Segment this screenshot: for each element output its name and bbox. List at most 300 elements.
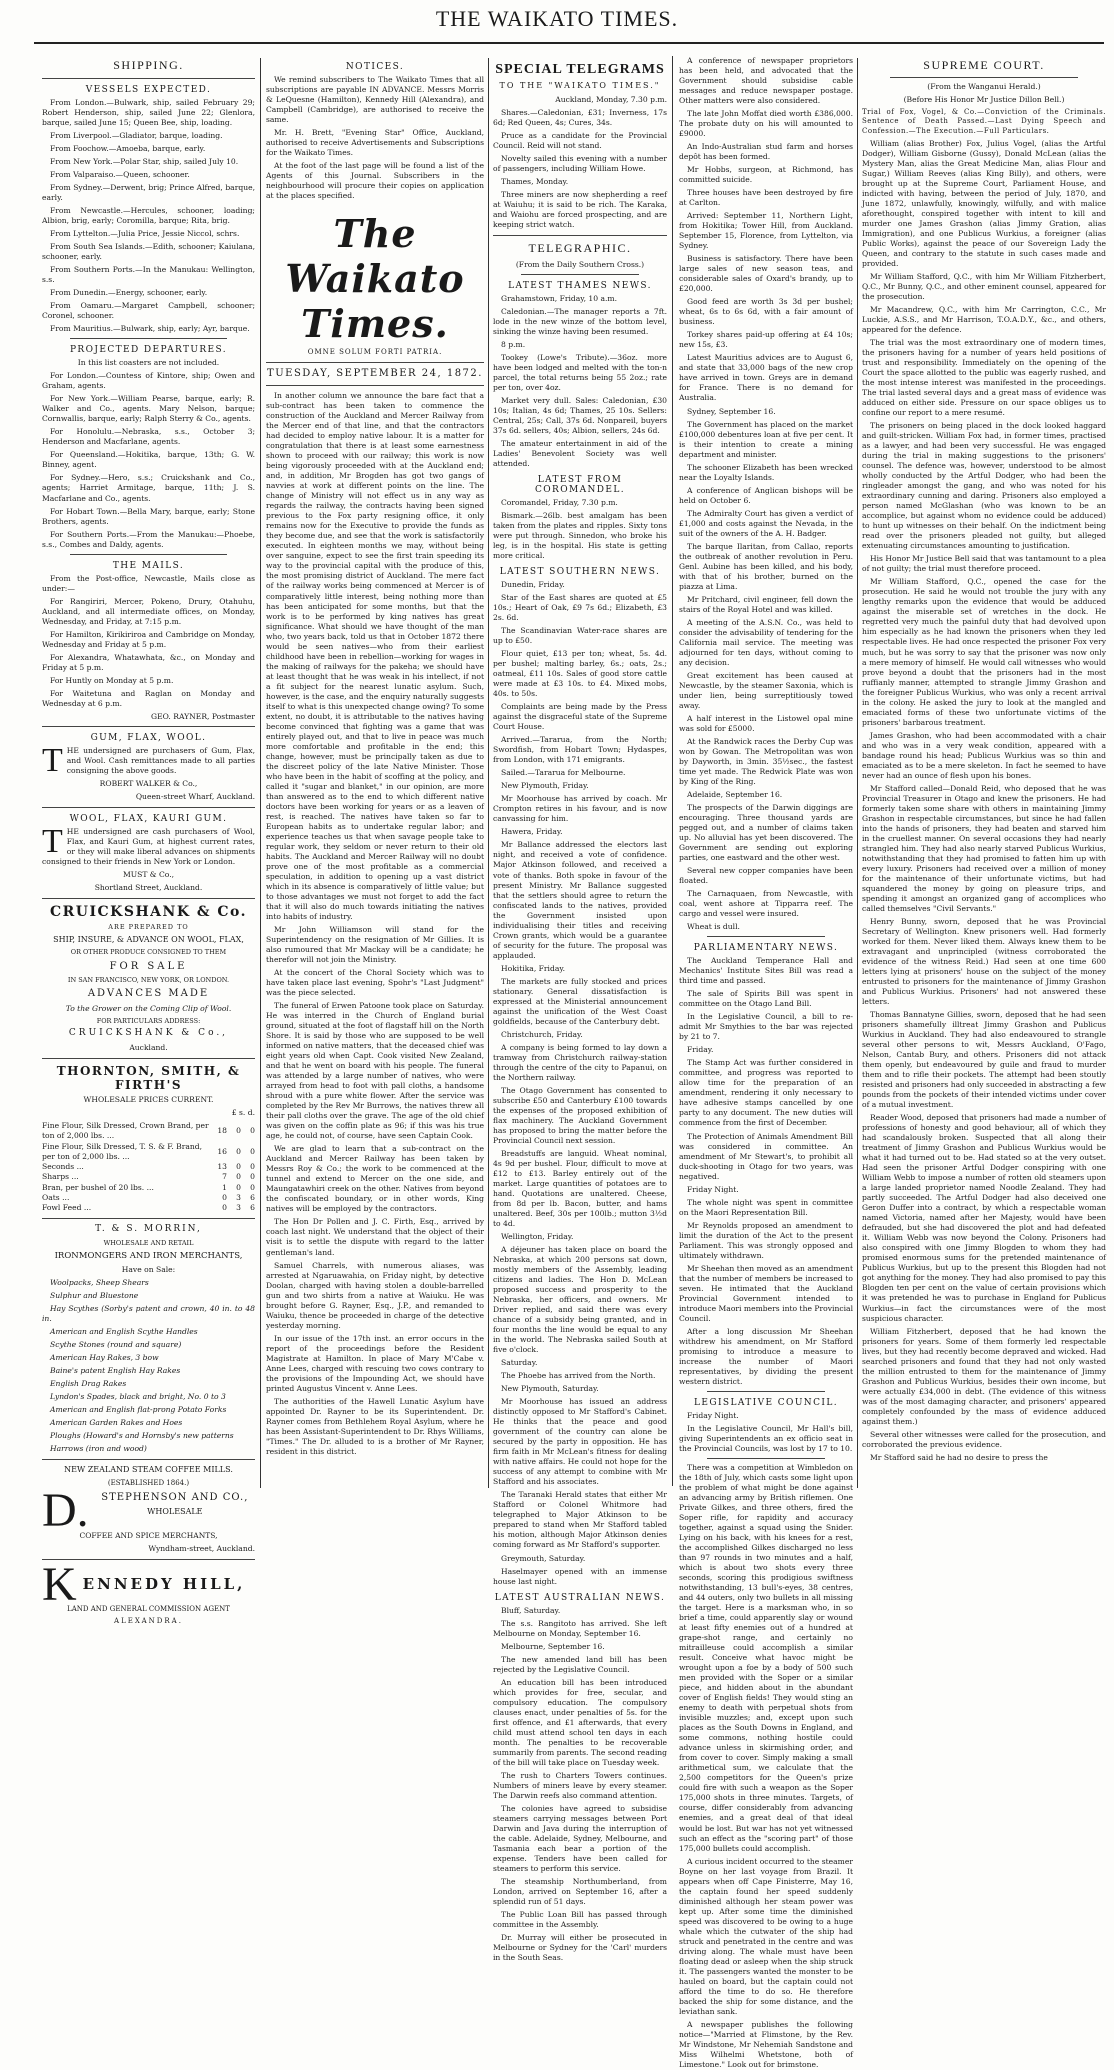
- price-row: [42, 1193, 255, 1203]
- thames-list: [493, 294, 667, 469]
- paragraph: The s.s. Rangitoto has arrived. She left Melbourne on Monday, September 16.: [493, 1618, 667, 1638]
- ad-line: FOR SALE: [109, 960, 188, 972]
- paragraph: For Huntly on Monday at 5 p.m.: [50, 675, 174, 685]
- ad-morrin: [42, 1224, 255, 1454]
- paragraph: Hay Scythes (Sorby's patent and crown, 40 in. to 48 in.: [42, 1304, 255, 1324]
- legislative-list: [679, 1411, 853, 1454]
- drop-cap: T: [42, 741, 63, 779]
- paragraph: From Lyttelton.—Julia Price, Jessie Niccol, schrs.: [50, 229, 240, 239]
- ad-line: FOR PARTICULARS ADDRESS:: [96, 1016, 201, 1025]
- paragraph: New Plymouth, Friday.: [501, 781, 589, 791]
- price-value: 7: [222, 1172, 227, 1182]
- paragraph: Novelty sailed this evening with a number of passengers, including William Howe.: [493, 153, 667, 173]
- ad-line: ADVANCES MADE: [87, 988, 210, 1000]
- coromandel-heading: LATEST FROM COROMANDEL.: [534, 475, 626, 495]
- paragraph: Harrows (iron and wood): [50, 1444, 147, 1454]
- rule: [42, 898, 255, 899]
- supreme-court-source: (From the Wanganui Herald.): [927, 82, 1041, 91]
- parliamentary-list: [679, 956, 853, 1387]
- ad-address: Queen-street Wharf, Auckland.: [135, 791, 255, 801]
- paragraph: An education bill has been introduced which provides for free, secular, and compulsory education. The compulsory clauses enact, under penalties of 5s. for the first offence, and £1 afterwards, that every child must attend school ten days in each month. The penalties to be recoverable summarily from parents. The second reading of the bill will take place on Tuesday week.: [493, 1677, 667, 1767]
- rule: [707, 1458, 825, 1459]
- ad-line: (ESTABLISHED 1864.): [107, 1478, 190, 1487]
- price-row: [42, 1172, 255, 1182]
- editorial-list: [266, 391, 484, 1457]
- rule: [521, 274, 639, 275]
- ad-thornton-sub: WHOLESALE PRICES CURRENT.: [83, 1095, 214, 1105]
- price-value: 0: [250, 1126, 255, 1136]
- paragraph: Friday Night.: [687, 1410, 739, 1420]
- ad-line: SHIP, INSURE, & ADVANCE ON WOOL, FLAX,: [53, 934, 244, 944]
- paragraph: His Honor Mr Justice Bell said that was tantamount to a plea of not guilty; the trial must therefore proceed.: [862, 554, 1106, 574]
- ad-signature: ROBERT WALKER & Co.,: [99, 778, 198, 788]
- paragraph: Market very dull. Sales: Caledonian, £30 10s; Italian, 4s 6d; Thames, 25 10s. Sellers: Central, 25s; Call, 37s 6d. Nonpareil, buyers 37s 6d. sellers, 40s; Albion, sellers, 24s 6d.: [493, 395, 667, 435]
- paragraph: Latest Mauritius advices are to August 6, and state that 33,000 bags of the new crop have arrived in town. Greys are in demand for France. There is no demand for Australia.: [679, 353, 853, 403]
- paragraph: From Mauritius.—Bulwark, ship, early; Ayr, barque.: [50, 324, 250, 334]
- paragraph: The authorities of the Hawell Lunatic Asylum have appointed Dr. Rayner to be its Superintendent. Dr. Rayner comes from Bethlehem Royal Asylum, where he has been Assistant-Superintendent to Dr. Rhys Williams, "Times." The Dr. alluded to is a brother of Mr Rayner, resident in this district.: [266, 1396, 484, 1456]
- paragraph: In another column we announce the bare fact that a sub-contract has been taken to commence the construction of the Auckland and Mercer Railway from the Mercer end of that line, and that the contractors had decided to employ native labour. It is a matter for congratulation that there is at least some earnestness shown to proceed with our railway; this work is now being vigorously proceeded with at the Auckland end; and, in addition, Mr Brogden has got two gangs of navvies at work at different points on the line. The change of Ministry will not effect us in any way as regards the railway, the contracts having been signed previous to the Fox party resigning office, it only remains now for the Executive to provide the funds as they become due, and see that the work is satisfactorily executed. In eighteen months we may, without being over sanguine, expect to see the first train speeding its way to the provincial capital with the produce of this, the most promising district of Auckland. The mere fact of the railway works being commenced at Mercer is of comparatively little interest, being nothing more than has been anticipated for some months, but that the work is to be performed by king natives has great significance. What should we have thought of the man who, two years back, told us that in October 1872 there would be seen natives—who from their earliest childhood have been in rebellion—working for wages in the making of railways for the pakeha; we should have at least thought that he was weak in his intellect, if not a fit subject for the nearest lunatic asylum. Such, however, is the case, and the enquiry naturally suggests itself to what is this unexpected change owing? To some extent, no doubt, it is attributable to the natives having become convinced that fighting was a game that was entirely played out, and that to live in peace was much more comfortable and profitable in the end; this change, however, must be principally taken as due to the discreet policy of the late Native Minister. Those who have been in the habit of scoffing at the policy, and called it "sugar and blanket," in our opinion, are more than answered as to the end to which different native doctors have been working for years or as a leaven of rest, is reached. The natives have taken so far to European habits as to undertake regular labor; and experience teaches us that when savage people take to regular work, they seldom or never return to their old habits. The Auckland and Mercer Railway will no doubt prove one of the most profitable as a commercial speculation, in addition to opening up a vast district which in its absence is comparatively of little value; but to those advantages we must not forget to add the fact that it will also do much towards initiating the natives into habits of industry.: [266, 391, 484, 921]
- paragraph: American Garden Rakes and Hoes: [50, 1418, 183, 1428]
- departures-list: [42, 371, 255, 549]
- rule: [707, 936, 825, 937]
- paragraph: From Liverpool.—Gladiator, barque, loading.: [50, 131, 223, 141]
- price-value: 1: [222, 1182, 227, 1192]
- column-editorial: [266, 56, 484, 1492]
- rule: [266, 362, 484, 363]
- paragraph: Flour quiet, £13 per ton; wheat, 5s. 4d. per bushel; malting barley, 6s.; oats, 2s.; oatmeal, £11 10s. Sales of good store cattle were made at £3 10s. to £4. Mixed mobs, 40s. to 50s.: [493, 649, 667, 699]
- paragraph: Shares.—Caledonian, £31; Inverness, 17s 6d; Red Queen, 4s; Cures, 34s.: [493, 107, 667, 127]
- masthead: [0, 0, 1114, 64]
- price-value: 3: [236, 1192, 241, 1202]
- price-item: Fine Flour, Silk Dressed, T. S. & F. Brand, per ton of 2,000 lbs. ...: [42, 1141, 203, 1161]
- paragraph: At the foot of the last page will be found a list of the Agents of this Journal. Subscribers in the neighbourhood will procure their copies on application at the places specified.: [266, 161, 484, 201]
- paragraph: For Hamilton, Kirikiriroa and Cambridge on Monday, Wednesday and Friday at 5 p.m.: [42, 629, 255, 649]
- paragraph: Sailed.—Tararua for Melbourne.: [501, 768, 626, 778]
- supreme-court-body: [862, 139, 1106, 1463]
- price-value: 0: [236, 1162, 241, 1172]
- paragraph: A newspaper publishes the following notice—"Married at Flimstone, by the Rev. Mr Windstone, Mr Nehemiah Sandstone and Miss Wilhelmi Whetstone, both of Limestone." Look out for brimstone.: [679, 2019, 853, 2069]
- paragraph: The Public Loan Bill has passed through committee in the Assembly.: [493, 1909, 667, 1929]
- paragraph: From the Post-office, Newcastle, Mails close as under:—: [42, 573, 255, 593]
- ad-gum-flax-wool-heading: GUM, FLAX, WOOL.: [90, 732, 207, 743]
- paragraph: Three houses have been destroyed by fire at Carlton.: [679, 188, 853, 208]
- paragraph: William (alias Brother) Fox, Julius Vogel, (alias the Artful Dodger), William Gisborne (Gussy), Donald McLean (alias the Mystery Man, alias the Great Medicine Man, alias Flour and Sugar,) William Reeves (alias King Billy), and others, were brought up at the Supreme Court, Parliament House, and indicted with having, between the period of July, 1870, and June 1872, unlawfully, knowingly, wilfully, and with malice aforethought, conspired together with intent to kill and murder one James Grashon (alias Jimmy Gration, alias Immigration), and one Publicus Wurkius, a foreigner (alias Public Works), against the peace of our Sovereign Lady the Queen, and contrary to the statute in such cases made and provided.: [862, 138, 1106, 268]
- column-divider: [260, 58, 261, 1488]
- price-value: 6: [250, 1192, 255, 1202]
- column-divider: [857, 58, 858, 1488]
- price-value: 0: [250, 1162, 255, 1172]
- price-value: 0: [236, 1146, 241, 1156]
- ad-line: ARE PREPARED TO: [108, 922, 189, 931]
- paragraph: Pruce as a candidate for the Provincial Council. Reid will not stand.: [493, 130, 667, 150]
- telegraphic-source: (From the Daily Southern Cross.): [515, 259, 645, 269]
- paragraph: For New York.—William Pearse, barque, early; R. Walker and Co., agents. Mary Nelson, barque; Cornwallis, barque, early; Ralph Sterry & Co., agents.: [42, 394, 255, 424]
- price-row: [42, 1142, 255, 1163]
- price-value: 13: [217, 1162, 227, 1172]
- paragraph: From Sydney.—Derwent, brig; Prince Alfred, barque, early.: [42, 183, 255, 203]
- paragraph: From Dunedin.—Energy, schooner, early.: [50, 288, 208, 298]
- paragraph: From Oamaru.—Margaret Campbell, schooner; Coronel, schooner.: [42, 301, 255, 321]
- paragraph: The Phoebe has arrived from the North.: [501, 1371, 656, 1381]
- legislative-heading: LEGISLATIVE COUNCIL.: [694, 1397, 838, 1408]
- paragraph: The Otago Government has consented to subscribe £50 and Canterbury £100 towards the expenses of the proposed exhibition of flax machinery. The Auckland Government has proposed to bring the matter before the Provincial Council next session.: [493, 1085, 667, 1145]
- paragraph: Three miners are now shepherding a reef at Waiuhu; it is said to be rich. The Karaka, and Waiohu are forced prospecting, and are keeping strict watch.: [493, 189, 667, 229]
- paragraph: The prospects of the Darwin diggings are encouraging. Three thousand yards are pegged out, and a number of claims taken up. No alluvial has yet been discovered. The Government are sending out exploring parties, one eastward and the other west.: [679, 803, 853, 863]
- paragraph: After a long discussion Mr Sheehan withdrew his amendment, on Mr Stafford promising to introduce a measure to increase the number of Maori representatives, by dividing the present western district.: [679, 1326, 853, 1386]
- paragraph: A meeting of the A.S.N. Co., was held to consider the advisability of tendering for the California mail service. The meeting was adjourned for ten days, without coming to any decision.: [679, 617, 853, 667]
- paragraph: Greymouth, Saturday.: [501, 1553, 586, 1563]
- southern-list: [493, 580, 667, 1586]
- thames-heading: LATEST THAMES NEWS.: [508, 280, 652, 291]
- rule: [70, 338, 227, 339]
- coromandel-list: [493, 498, 667, 561]
- newspaper-nameplate: The Waikato Times.: [285, 211, 465, 347]
- paragraph: The Admiralty Court has given a verdict of £1,000 and costs against the Nevada, in the suit of the owners of the A. H. Badger.: [679, 508, 853, 538]
- special-list: [493, 108, 667, 230]
- rule: [70, 554, 227, 555]
- paragraph: The barque Ilaritan, from Callao, reports the outbreak of another revolution in Peru. Genl. Aubine has been killed, and his body, with that of his brother, burned on the piazza at Lima.: [679, 541, 853, 591]
- paragraph: Business is satisfactory. There have been large sales of new season teas, and considerable sales of Oxard's brandy, up to £20,000.: [679, 254, 853, 294]
- paragraph: At the concert of the Choral Society which was to have taken place last evening, Spohr's "Last Judgment" was the piece selected.: [266, 968, 484, 998]
- paragraph: Thomas Bannatyne Gillies, sworn, deposed that he had seen prisoners shamefully illtreat Jimmy Grashon and Publicus Wurkius in Auckland. They had also endeavoured to strangle several other persons to wit, Messrs Auckland, O'Fago, Nelson, Cantab Bury, and others. Prisoners did not attack them openly, but endeavoured by guile and fraud to murder them and to rifle their pockets. The attempt had been stoutly resisted and prisoners had only succeeded in abstracting a few pounds from the pockets of their intended victims under cover of a mutual investment.: [862, 1010, 1106, 1110]
- ad-line: LAND AND GENERAL COMMISSION AGENT: [67, 1604, 230, 1613]
- paragraph: From Valparaiso.—Queen, schooner.: [50, 170, 190, 180]
- paragraph: The rush to Charters Towers continues. Numbers of miners leave by every steamer. The Darwin reefs also command attention.: [493, 1770, 667, 1800]
- paragraph: Adelaide, September 16.: [687, 790, 783, 800]
- paragraph: Torkey shares paid-up offering at £4 10s; new 15s, £3.: [679, 330, 853, 350]
- ad-line: STEPHENSON AND CO.,: [101, 1492, 249, 1504]
- paragraph: For Alexandra, Whatawhata, &c., on Monday and Friday at 5 p.m.: [42, 652, 255, 672]
- price-item: Seconds ...: [42, 1162, 84, 1172]
- price-value: 0: [250, 1146, 255, 1156]
- paragraph: Bismark.—26lb. best amalgam has been taken from the plates and ripples. Sixty tons were put through. Sinnedon, who broke his leg, is in the hospital. His state is getting more critical.: [493, 511, 667, 561]
- rule: [890, 77, 1078, 78]
- paragraph: Mr Pritchard, civil engineer, fell down the stairs of the Royal Hotel and was killed.: [679, 594, 853, 614]
- subheading-vessels-expected: VESSELS EXPECTED.: [85, 85, 212, 95]
- paragraph: Bluff, Saturday.: [501, 1605, 561, 1615]
- paragraph: For Waitetuna and Raglan on Monday and Wednesday at 6 p.m.: [42, 688, 255, 708]
- paragraph: Ploughs (Howard's and Hornsby's new patterns: [50, 1431, 234, 1441]
- special-telegrams-sub: TO THE "WAIKATO TIMES.": [499, 81, 661, 90]
- ad-line: OR OTHER PRODUCE CONSIGNED TO THEM: [70, 948, 227, 957]
- rule: [266, 385, 484, 386]
- paragraph: Mr Sheehan then moved as an amendment that the number of members be increased to seven. He intimated that the Auckland Provincial Government intended to introduce Maori members into the Provincial Council.: [679, 1263, 853, 1323]
- morrin-items: [42, 1278, 255, 1454]
- column-shipping: [42, 56, 255, 1626]
- continued-list: [679, 56, 853, 932]
- column-telegrams: [493, 56, 853, 2069]
- notices-heading: NOTICES.: [345, 62, 405, 72]
- paragraph: The Hon Dr Pollen and J. C. Firth, Esq., arrived by coach last night. We understand that the object of their visit is to settle the dispute with regard to the latter gentleman's land.: [266, 1217, 484, 1257]
- paragraph: Baine's patent English Hay Rakes: [50, 1366, 181, 1376]
- paragraph: Thames, Monday.: [501, 176, 569, 186]
- price-value: 0: [250, 1182, 255, 1192]
- paragraph: 8 p.m.: [501, 339, 526, 349]
- ad-morrin-name: T. & S. MORRIN,: [95, 1224, 202, 1235]
- paragraph: The Carnaquaen, from Newcastle, with coal, went ashore at Tipparra reef. The cargo and vessel were insured.: [679, 889, 853, 919]
- ad-line: ALEXANDRA.: [114, 1617, 183, 1626]
- paragraph: For Queensland.—Hokitika, barque, 13th; G. W. Binney, agent.: [42, 450, 255, 470]
- paragraph: From South Sea Islands.—Edith, schooner; Kaiulana, schooner, early.: [42, 242, 255, 262]
- paragraph: The amateur entertainment in aid of the Ladies' Benevolent Society was well attended.: [493, 438, 667, 468]
- price-columns: £ s. d.: [231, 1108, 255, 1118]
- paragraph: A conference of Anglican bishops will be held on October 6.: [679, 485, 853, 505]
- special-date: Auckland, Monday, 7.30 p.m.: [555, 94, 667, 104]
- paragraph: A conference of newspaper proprietors has been held, and advocated that the Government should subsidise cable messages and reduce newspaper postage. Other matters were also considered.: [679, 56, 853, 106]
- ad-line: ENNEDY HILL,: [82, 1574, 246, 1593]
- paragraph: William Fitzherbert, deposed that he had known the prisoners for years. Some of them formerly led respectable lives, but they had recently become depraved and wicked. Had searched prisoners and found that they had not only wasted the million entrusted to them for the maintenance of Jimmy Grashon and Publicus Wurkius, besides their own income, but were actually £34,000 in debt. (The evidence of this witness was of the most damaging character, and prisoners' appeared completely confounded by the mass of evidence adduced against them.): [862, 1326, 1106, 1426]
- ad-line: Auckland.: [129, 1043, 168, 1053]
- paragraph: Haselmayer opened with an immense house last night.: [493, 1566, 667, 1586]
- wimbledon-list: [679, 1463, 853, 2070]
- ad-gum-flax-wool: [42, 741, 255, 802]
- supreme-court-heading: SUPREME COURT.: [923, 58, 1045, 72]
- rule: [42, 1459, 255, 1460]
- newspaper-title: THE WAIKATO TIMES.: [435, 6, 679, 31]
- column-divider: [672, 56, 673, 1486]
- paragraph: New Plymouth, Saturday.: [501, 1384, 599, 1394]
- paragraph: Reader Wood, deposed that prisoners had made a number of professions of honesty and good behaviour, all of which they had scandalously broken. Suspected that all along their treatment of Jimmy Grashon and Publicus Wurkius would be what it had turned out to be. Had stated so at the very outset. Had seen the prisoner Artful Dodger conspiring with one William Webb to impose a number of rotten old steamers upon a large landed proprietor named Noodle Zealand. They had partly succeeded. The Artful Dodger had also deceived one Geron Duffer into a contract, by which a respectable woman named Victoria, named after her Majesty, would have been defrauded, but she had discovered the plot and had defeated it. William Webb was now beyond the Colony. Prisoners had also conspired with one Jimmy Blogden to whom they had promised enormous sums for the pretended maintenance of Publicus Wurkius, but up to the present this Blogden had not got anything for the money. They had also promised to pay this Blogden ten per cent on the value of certain provisions which it was pretended he was to purchase in England for Publicus Wurkius—in fact the circumstances were of the most suspicious character.: [862, 1113, 1106, 1323]
- paragraph: Hokitika, Friday.: [501, 963, 566, 973]
- paragraph: Several new copper companies have been floated.: [679, 866, 853, 886]
- paragraph: For Honolulu.—Nebraska, s.s., October 3; Henderson and Macfarlane, agents.: [42, 427, 255, 447]
- price-value: 0: [222, 1192, 227, 1202]
- paragraph: Melbourne, September 16.: [501, 1641, 605, 1651]
- paragraph: Mr Hobbs, surgeon, at Richmond, has committed suicide.: [679, 165, 853, 185]
- special-telegrams-heading: SPECIAL TELEGRAMS: [495, 62, 665, 77]
- paragraph: Mr Ballance addressed the electors last night, and received a vote of confidence. Major Atkinson followed, and received a vote of thanks. Both spoke in favour of the present Ministry. Mr Ballance suggested that the settlers should agree to return the confiscated lands to the natives, provided the Government insisted upon individualising their titles and receiving Crown grants, which would be a guarantee of security for the future. The proposal was applauded.: [493, 840, 667, 960]
- paragraph: The Protection of Animals Amendment Bill was considered in committee. An amendment of Mr Stewart's, to prohibit all duck-shooting in Otago for two years, was negatived.: [679, 1131, 853, 1181]
- paragraph: Great excitement has been caused at Newcastle, by the steamer Saxonia, which is under lien, being surreptitiously towed away.: [679, 670, 853, 710]
- ad-line: COFFEE AND SPICE MERCHANTS,: [79, 1531, 218, 1541]
- price-value: 3: [236, 1203, 241, 1213]
- drop-cap: D.: [42, 1484, 89, 1538]
- paragraph: Scythe Stones (round and square): [50, 1340, 182, 1350]
- paragraph: Mr. H. Brett, "Evening Star" Office, Auckland, authorised to receive Advertisements and Subscriptions for the Waikato Times.: [266, 128, 484, 158]
- price-value: 0: [222, 1203, 227, 1213]
- price-item: Fowl Feed ...: [42, 1203, 92, 1213]
- paragraph: Wellington, Friday.: [501, 1232, 574, 1242]
- ad-address: Shortland Street, Auckland.: [94, 882, 203, 892]
- paragraph: Hawera, Friday.: [501, 827, 563, 837]
- paragraph: Woolpacks, Sheep Shears: [50, 1278, 149, 1288]
- price-item: Oats ...: [42, 1192, 70, 1202]
- rule: [42, 1058, 255, 1059]
- ad-line: NEW ZEALAND STEAM COFFEE MILLS.: [64, 1465, 233, 1475]
- paragraph: English Drag Rakes: [50, 1379, 127, 1389]
- ad-line: WHOLESALE AND RETAIL: [103, 1239, 194, 1248]
- ad-thornton-name: THORNTON, SMITH, & FIRTH'S: [56, 1064, 241, 1093]
- paragraph: Lyndon's Spades, black and bright, No. 0 to 3: [50, 1392, 226, 1402]
- paragraph: Star of the East shares are quoted at £5 10s.; Heart of Oak, £9 7s 6d.; Elizabeth, £3 2s. 6d.: [493, 593, 667, 623]
- paragraph: The Auckland Temperance Hall and Mechanics' Institute Sites Bill was read a third time and passed.: [679, 956, 853, 986]
- parliamentary-heading: PARLIAMENTARY NEWS.: [693, 943, 839, 954]
- ad-line: To the Grower on the Coming Clip of Wool.: [65, 1003, 232, 1013]
- paragraph: The Scandinavian Water-race shares are up to £50.: [493, 626, 667, 646]
- paragraph: Mr Reynolds proposed an amendment to limit the duration of the Act to the present Parliament. This was strongly opposed and ultimately withdrawn.: [679, 1220, 853, 1260]
- paragraph: Mr John Williamson will stand for the Superintendency on the resignation of Mr Gillies. It is also rumoured that Mr Mackay will be a candidate; he therefor will not join the Ministry.: [266, 925, 484, 965]
- price-value: 0: [236, 1182, 241, 1192]
- paragraph: Wheat is dull.: [687, 922, 740, 932]
- price-table: [42, 1121, 255, 1213]
- rule: [42, 78, 255, 79]
- paragraph: For London.—Countess of Kintore, ship; Owen and Graham, agents.: [42, 371, 255, 391]
- notices-list: [266, 75, 484, 201]
- price-row: [42, 1121, 255, 1142]
- paragraph: We remind subscribers to The Waikato Times that all subscriptions are payable IN ADVANCE. Messrs Morris & LeQuesne (Hamilton), Kennedy Hill (Alexandra), and Campbell (Cambridge), are authorised to receive the same.: [266, 75, 484, 125]
- ad-line: Wyndham-street, Auckland.: [148, 1543, 255, 1553]
- paragraph: The sale of Spirits Bill was spent in committee on the Otago Land Bill.: [679, 989, 853, 1009]
- paragraph: Dr. Murray will either be prosecuted in Melbourne or Sydney for the 'Carl' murders in the South Seas.: [493, 1933, 667, 1963]
- paragraph: Mr William Stafford, Q.C., opened the case for the prosecution. He said he would not trouble the jury with any lengthy remarks upon the evidence that would be adduced against the miserable set of wretches in the dock. He regretted very much the painful duty that had devolved upon him especially as he had known the prisoners when they led respectable lives. He had once respected the prisoner Fox very much, but he was sorry to say that the prisoner was now only a mere memory of himself. He would call witnesses who would prove beyond a doubt that the prisoners had in the most ruffianly manner, attempted to strangle Jimmy Grashon and the foreigner Publicus Wurkius, who was only a recent arrival in the colony. He asked the jury to look at the mangled and emaciated forms of these two unfortunate victims of the prisoners' barbarous treatment.: [862, 577, 1106, 727]
- rule: [707, 1391, 825, 1392]
- price-row: [42, 1183, 255, 1193]
- paragraph: The Stamp Act was further considered in committee, and progress was reported to allow time for the preparation of an amendment, rendering it only necessary to have adhesive stamps cancelled by one party to any document. The new duties will commence from the first of December.: [679, 1058, 853, 1128]
- motto: OMNE SOLUM FORTI PATRIA.: [307, 348, 443, 357]
- ad-text: HE undersigned are cash purchasers of Wool, Flax, and Kauri Gum, at highest current rates, or they will make liberal advances on shipments consigned to their friends in New York or London.: [42, 826, 255, 866]
- paragraph: Complaints are being made by the Press against the disgraceful state of the Supreme Court House.: [493, 702, 667, 732]
- paragraph: Henry Bunny, sworn, deposed that he was Provincial Secretary of Wellington. Knew prisoners well. Had formerly worked for them. Never liked them. Always knew them to be extravagant and unprincipled (witness corroborated the evidence of the witness Reid.) Had seen at one time 600 letters lying at prisoners' house on the subject of the money entrusted to prisoners for the maintenance of Jimmy Grashon and Publicus Wurkius. Prisoners' had not answered these letters.: [862, 916, 1106, 1007]
- paragraph: Mr William Stafford, Q.C., with him Mr William Fitzherbert, Q.C., Mr Bunny, Q.C., and other eminent counsel, appeared for the prosecution.: [862, 271, 1106, 301]
- telegrams-left: [493, 56, 667, 1963]
- ad-signature: MUST & Co.,: [122, 869, 175, 879]
- ad-cruickshank: [42, 904, 255, 1053]
- price-value: 0: [250, 1172, 255, 1182]
- paragraph: Mr Moorhouse has issued an address distinctly opposed to Mr Stafford's Cabinet. He thinks that the peace and good government of the country can alone be secured by the party in opposition. He has firm faith in Mr McLean's fitness for dealing with native affairs. He could not hope for the success of any attempt to combine with Mr Stafford and his associates.: [493, 1397, 667, 1487]
- paragraph: For Sydney.—Hero, s.s.; Cruickshank and Co., agents; Harriet Armitage, barque, 11th; J. S. Macfarlane and Co., agents.: [42, 473, 255, 503]
- rule: [493, 235, 667, 236]
- rule: [42, 807, 255, 808]
- paragraph: In the Legislative Council, Mr Hall's bill, giving Superintendents an ex officio seat in the Provincial Councils, was lost by 17 to 10.: [679, 1423, 853, 1453]
- ad-wool-flax-kauri: [42, 822, 255, 893]
- paragraph: In our issue of the 17th inst. an error occurs in the report of the proceedings before the Resident Magistrate at Hamilton. In place of Mary M'Cabe v. Anne Lees, charged with rescuing two cows contrary to the provisions of the Impounding Act, we should have printed Augustus Vincent v. Anne Lees.: [266, 1333, 484, 1393]
- paragraph: The late John Moffat died worth £386,000. The probate duty on his will amounted to £9000.: [679, 109, 853, 139]
- paragraph: Friday.: [687, 1045, 714, 1055]
- supreme-court-before: (Before His Honor Mr Justice Dillon Bell.): [903, 95, 1065, 105]
- ad-thornton: [42, 1064, 255, 1213]
- paragraph: The trial was the most extraordinary one of modern times, the prisoners having for a number of years held positions of trust and responsibility. Immediately on the opening of the Court the space allotted to the public was eagerly rushed, and the most intense interest was manifested in the proceedings. The trial lasted several days and a great mass of evidence was adduced on either side. Pressure on our space obliges us to confine our report to a mere resumé.: [862, 338, 1106, 418]
- paragraph: Breadstuffs are languid. Wheat nominal, 4s 9d per bushel. Flour, difficult to move at £12 to £13. Barley entirely out of the market. Large quantities of potatoes are to hand. Quotations are unaltered. Cheese, from 8d per lb. Bacon, butter, and hams unaltered. Beef, 30s per 100lb.; mutton 3½d to 4d.: [493, 1148, 667, 1229]
- paragraph: From Newcastle.—Hercules, schooner, loading; Albion, brig, early; Coromilla, barque; Rita, brig.: [42, 206, 255, 226]
- subheading-projected-departures: PROJECTED DEPARTURES.: [69, 345, 228, 356]
- australian-list: [493, 1606, 667, 1964]
- paragraph: Coromandel, Friday, 7.30 p.m.: [501, 498, 618, 507]
- paragraph: The steamship Northumberland, from London, arrived on September 16, after a splendid run of 51 days.: [493, 1876, 667, 1906]
- paragraph: From New York.—Polar Star, ship, sailed July 10.: [50, 157, 239, 167]
- price-value: 18: [217, 1126, 227, 1136]
- paragraph: We are glad to learn that a sub-contract on the Auckland and Mercer Railway has been taken by Messrs Roy & Co.; the work to be commenced at the tunnel and extend to Mercer on the one side, and Maungatawhiri creek on the other. Natives from beyond the confiscated boundary, or in other words, King natives will be employed by the contractors.: [266, 1144, 484, 1214]
- paragraph: For Hobart Town.—Bella Mary, barque, early; Stone Brothers, agents.: [42, 506, 255, 526]
- southern-heading: LATEST SOUTHERN NEWS.: [499, 567, 661, 578]
- price-value: 0: [236, 1172, 241, 1182]
- paragraph: Mr Moorhouse has arrived by coach. Mr Crompton retires in his favour, and is now canvassing for him.: [493, 794, 667, 824]
- dateline: TUESDAY, SEPTEMBER 24, 1872.: [267, 368, 483, 380]
- ad-line: Have on Sale:: [121, 1265, 176, 1275]
- paragraph: Good feed are worth 3s 3d per bushel; wheat, 6s to 6s 6d, with a fair amount of business.: [679, 297, 853, 327]
- paragraph: Grahamstown, Friday, 10 a.m.: [501, 293, 618, 303]
- price-item: Bran, per bushel of 20 lbs. ...: [42, 1182, 154, 1192]
- paragraph: Saturday.: [501, 1358, 538, 1368]
- paragraph: The markets are fully stocked and prices stationary. General dissatisfaction is expressed at the Ministerial announcement against the unification of the West Coast goldfields, because of the Canterbury debt.: [493, 976, 667, 1026]
- paragraph: An Indo-Australian stud farm and horses depôt has been formed.: [679, 142, 853, 162]
- paragraph: From Southern Ports.—In the Manukau: Wellington, s.s.: [42, 265, 255, 285]
- paragraph: Mr Stafford said he had no desire to press the: [870, 1452, 1048, 1462]
- departures-note: In this list coasters are not included.: [77, 358, 220, 368]
- ad-line: IN SAN FRANCISCO, NEW YORK, OR LONDON.: [67, 975, 230, 984]
- telegraphic-heading: TELEGRAPHIC.: [528, 240, 632, 255]
- paragraph: For Southern Ports.—From the Manukau:—Phoebe, s.s., Combes and Daldy, agents.: [42, 529, 255, 549]
- paragraph: Dunedin, Friday.: [501, 580, 565, 590]
- paragraph: At the Randwick races the Derby Cup was won by Gowan. The Metropolitan was won by Dayworth, in 3min. 35½sec., the fastest time yet made. The Redwick Plate was won by King of the Ring.: [679, 736, 853, 787]
- paragraph: Sulphur and Bluestone: [50, 1291, 139, 1301]
- price-row: [42, 1162, 255, 1172]
- australian-heading: LATEST AUSTRALIAN NEWS.: [494, 1592, 666, 1603]
- paragraph: From London.—Bulwark, ship, sailed February 29; Robert Henderson, ship, sailed June 22; Glenlora, barque, sailed June 15; Queen Bee, ship, loading.: [42, 98, 255, 128]
- price-value: 0: [236, 1126, 241, 1136]
- price-value: 16: [217, 1146, 227, 1156]
- paragraph: Caledonian.—The manager reports a 7ft. lode in the new winze of the bottom level, sinking the winze having been resumed.: [493, 306, 667, 336]
- paragraph: The new amended land bill has been rejected by the Legislative Council.: [493, 1654, 667, 1674]
- ad-kennedy-hill: [42, 1557, 255, 1626]
- paragraph: The Taranaki Herald states that either Mr Stafford or Colonel Whitmore had telegraphed to Major Atkinson to be prepared to stand when Mr Stafford tabled his motion, although Major Atkinson denies coming forward as Mr Stafford's supporter.: [493, 1490, 667, 1550]
- masthead-rule: [34, 42, 1104, 44]
- paragraph: A déjeuner has taken place on board the Nebraska, at which 200 persons sat down, mostly members of the Assembly, leading citizens and ladies. The Hon D. McLean proposed success and prosperity to the Nebraska, her officers, and owners. Mr Driver replied, and said there was every chance of a subsidy being granted, and in four months the line would be equal to any in the world. The Nebraska sailed South at five o'clock.: [493, 1245, 667, 1355]
- section-heading-shipping: SHIPPING.: [113, 58, 184, 72]
- paragraph: The colonies have agreed to subsidise steamers carrying messages between Port Darwin and Java during the interruption of the cable. Adelaide, Sydney, Melbourne, and Tasmania each bear a portion of the expense. Tenders have been called for steamers to perform this service.: [493, 1803, 667, 1873]
- paragraph: From Foochow.—Amoeba, barque, early.: [50, 144, 206, 154]
- paragraph: American and English flat-prong Potato Forks: [50, 1405, 227, 1415]
- paragraph: Mr Stafford called—Donald Reid, who deposed that he was Provincial Treasurer in Otago and knew the prisoners. He had formerly taken some share with others in maintaining Jimmy Grashon in respectable circumstances, but since he had fallen into the hands of prisoners, they had beaten and starved him in the cruellest manner. On several occasions they had nearly strangled him. They had also nearly starved Publicus Wurkius, notwithstanding that they had promised to fatten him up with every luxury. Prisoners had received over a million of money for the maintenance of their unfortunate victims, but had squandered the money by going on pleasure trips, and spending it amongst an organized gang of accomplices who called themselves "Civil Servants.": [862, 783, 1106, 913]
- paragraph: There was a competition at Wimbledon on the 18th of July, which casts some light upon the problem of what might be done against an advancing army by British riflemen. One Private Gilkes, and three others, fired the Soper rifle, for rapidity and accuracy together, against a squad using the Snider. Lying on his back, with his knees for a rest, the accomplished Gilkes discharged no less than 97 rounds in two minutes and a half, which is about two shots every three seconds, scoring this prodigious swiftness notwithstanding, 13 bull's-eyes, 38 centres, and 44 outers, only two bullets in all missing the target. Here is a marksman who, in so brief a time, could apparently slay or wound at least fifty enemies out of a hundred at grape-shot range, and certainly no mitrailleuse could accomplish a similar result. Conceive what havoc might be wrought upon a foe by a body of 500 such men provided with the Soper or a similar piece, and hidden about in the abundant cover of English fields! They would sting an enemy to death with perpetual shots from invisible muzzles; and, except upon such places as the South Downs in England, and some commons, nothing hostile could advance unless in skirmishing order, and from cover to cover. Simply making a small arithmetical sum, we calculate that the 2,500 competitors for the Queen's prize could fire with such a weapon as the Soper 175,000 shots in three minutes. Targets, of course, differ considerably from advancing enemies, and a great deal of that ideal would be lost. But war has not yet witnessed such an effect as the "scoring part" of those 175,000 bullets could accomplish.: [679, 1462, 853, 1853]
- paragraph: The Government has placed on the market £100,000 debentures loan at five per cent. It is their intention to create a mining department and minister.: [679, 419, 853, 459]
- supreme-court-subhead: Trial of Fox, Vogel, & Co.—Conviction of the Criminals. Sentence of Death Passed.—Last Dying Speech and Confession.—The Execution.—Full Particulars.: [862, 108, 1106, 135]
- postmaster-signature: GEO. RAYNER, Postmaster: [151, 711, 255, 721]
- paragraph: In the Legislative Council, a bill to re-admit Mr Smythies to the bar was rejected by 21 to 7.: [679, 1012, 853, 1042]
- paragraph: Mr Macandrew, Q.C., with him Mr Carrington, C.C., Mr Luckie, A.S.S., and Mr Harrison, T.O.A.D.Y., &c., and others, appeared for the defence.: [862, 304, 1106, 335]
- vessels-list: [42, 98, 255, 334]
- paragraph: Friday Night.: [687, 1184, 739, 1194]
- rule: [42, 726, 255, 727]
- ad-wool-flax-kauri-heading: WOOL, FLAX, KAURI GUM.: [69, 813, 228, 824]
- rule: [42, 1218, 255, 1219]
- paragraph: American and English Scythe Handles: [50, 1327, 198, 1337]
- price-item: Sharps ...: [42, 1172, 79, 1182]
- mails-list: [42, 574, 255, 709]
- ad-steam-coffee: [42, 1465, 255, 1554]
- column-supreme-court: [862, 56, 1106, 1492]
- drop-cap: K: [42, 1557, 77, 1611]
- paragraph: Several other witnesses were called for the prosecution, and corroborated the previous evidence.: [862, 1429, 1106, 1449]
- ad-text: HE undersigned are purchasers of Gum, Flax, and Wool. Cash remittances made to all parties consigning the above goods.: [66, 745, 255, 775]
- subheading-mails: THE MAILS.: [112, 560, 185, 571]
- paragraph: For Rangiriri, Mercer, Pokeno, Drury, Otahuhu, Auckland, and all intermediate offices, on Monday, Wednesday, and Friday, at 7:15 p.m.: [42, 596, 255, 626]
- paragraph: Christchurch, Friday.: [501, 1029, 583, 1039]
- paragraph: The whole night was spent in committee on the Maori Representation Bill.: [679, 1197, 853, 1217]
- paragraph: American Hay Rakes, 3 bow: [50, 1353, 159, 1363]
- paragraph: A half interest in the Listowel opal mine was sold for £5000.: [679, 713, 853, 733]
- paragraph: The funeral of Erwen Patoone took place on Saturday. He was interred in the Church of England burial ground, situated at the foot of flagstaff hill on the North Shore. It is said by those who are supposed to be well informed on native matters, that the deceased chief was eight years old when Capt. Cook visited New Zealand, and that he went on board with his people. The funeral was attended by a large number of natives, who were arrayed from head to foot with pall cloths, a handsome shroud with a pure white flower. After the service was completed by the Rev Mr Burrows, the natives threw all their pall cloths over the grave. The age of the old chief was given on the coffin plate as 96; if this was his true age, he could not, of course, have seen Captain Cook.: [266, 1001, 484, 1141]
- ad-line: IRONMONGERS AND IRON MERCHANTS,: [54, 1250, 243, 1261]
- ad-line: WHOLESALE: [147, 1507, 203, 1517]
- paragraph: Sydney, September 16.: [687, 406, 776, 416]
- price-item: Fine Flour, Silk Dressed, Crown Brand, per ton of 2,000 lbs. ...: [42, 1121, 209, 1141]
- price-row: [42, 1203, 255, 1213]
- paragraph: Arrived.—Tararua, from the North; Swordfish, from Hobart Town; Hydaspes, from London, with 171 emigrants.: [493, 735, 667, 765]
- paragraph: The schooner Elizabeth has been wrecked near the Loyalty Islands.: [679, 462, 853, 482]
- paragraph: A company is being formed to lay down a tramway from Christchurch railway-station through the centre of the city to Papanui, on the Northern railway.: [493, 1042, 667, 1082]
- paragraph: Tookey (Lowe's Tribute).—36oz. more have been lodged and melted with the ton-n parcel, the total returns being 55 2oz.; rate per ton, over 4oz.: [493, 352, 667, 392]
- drop-cap: T: [42, 822, 63, 860]
